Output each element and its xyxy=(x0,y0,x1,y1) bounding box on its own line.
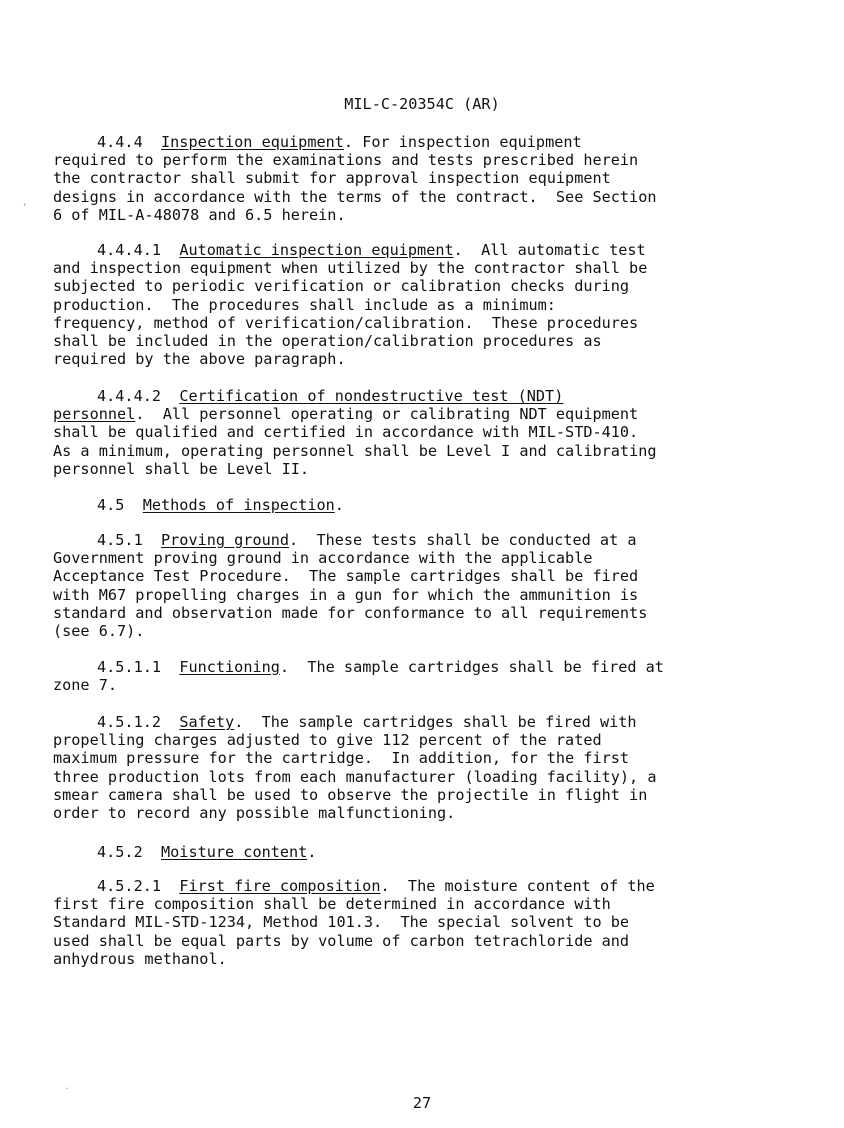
text-line: the contractor shall submit for approval inspection equipment xyxy=(53,169,611,188)
section-number: 4.4.4.1 xyxy=(97,241,162,259)
section-text: . All personnel operating or calibrating NDT equipment xyxy=(135,405,639,424)
section-title: Methods of inspection xyxy=(142,496,335,514)
text-line: maximum pressure for the cartridge. In addition, for the first xyxy=(53,749,630,768)
section-4-4-4: 4.4.4 Inspection equipment. For inspection equipment required to perform the examinations and tests prescribed herein the contractor shall submit for approval inspection equipment designs in accordance with the terms of the contract. See Section 6 of MIL-A-48078 and 6.5 herein. xyxy=(53,133,783,224)
section-4-5-1-1: 4.5.1.1 Functioning. The sample cartridges shall be fired at zone 7. xyxy=(53,658,783,694)
section-text: The sample cartridges shall be fired with xyxy=(243,713,637,731)
text-line: first fire composition shall be determined in accordance with xyxy=(53,895,611,914)
section-text: For inspection equipment xyxy=(353,133,582,151)
text-line: order to record any possible malfunctioning. xyxy=(53,803,456,822)
text-line: Government proving ground in accordance with the applicable xyxy=(53,549,593,568)
section-4-4-4-2 xyxy=(53,387,783,478)
text-line: and inspection equipment when utilized by the contractor shall be xyxy=(53,259,648,278)
text-line: zone 7. xyxy=(53,676,118,695)
section-text: The sample cartridges shall be fired at xyxy=(289,658,664,676)
text-line: shall be qualified and certified in accordance with MIL-STD-410. xyxy=(53,423,639,442)
text-line: three production lots from each manufacturer (loading facility), a xyxy=(53,767,657,786)
text-line: smear camera shall be used to observe the projectile in flight in xyxy=(53,785,648,804)
text-line: used shall be equal parts by volume of carbon tetrachloride and xyxy=(53,931,630,950)
section-title: Functioning xyxy=(179,658,280,676)
section-4-5-1: 4.5.1 Proving ground. These tests shall be conducted at a Government proving ground in accordance with the applicable Acceptance Test Procedure. The sample cartridges shall be fired with M67 propelling charges in a gun for which the ammunition is standard and observation made for conformance to all requirements (see 6.7). xyxy=(53,531,783,640)
section-title: First fire composition xyxy=(179,877,381,895)
text-line: 6 of MIL-A-48078 and 6.5 herein. xyxy=(53,205,346,224)
section-text: The moisture content of the xyxy=(389,877,655,895)
text-line: personnel shall be Level II. xyxy=(53,459,310,478)
section-title: Moisture content xyxy=(161,843,308,861)
text-line: with M67 propelling charges in a gun for which the ammunition is xyxy=(53,585,639,604)
text-line: (see 6.7). xyxy=(53,621,145,640)
section-text: All automatic test xyxy=(462,241,646,259)
text-line: required by the above paragraph. xyxy=(53,350,346,369)
section-title: Proving ground xyxy=(161,531,290,549)
text-line: anhydrous methanol. xyxy=(53,949,227,968)
document-header: MIL-C-20354C (AR) xyxy=(344,95,500,113)
section-title: Automatic inspection equipment xyxy=(179,241,454,259)
section-text: These tests shall be conducted at a xyxy=(298,531,637,549)
section-4-4-4-1: 4.4.4.1 Automatic inspection equipment. All automatic test and inspection equipment when utilized by the contractor shall be subjected to periodic verification or calibration checks during production. The procedures shall include as a minimum: frequency, method of verification/calibration. These procedures shall be included in the operation/calibration procedures as required by the above paragraph. xyxy=(53,241,783,368)
section-number: 4.5.2.1 xyxy=(97,877,162,895)
section-title: Safety xyxy=(179,713,235,731)
text-line: frequency, method of verification/calibration. These procedures xyxy=(53,313,639,332)
section-number: 4.4.4 xyxy=(97,133,143,151)
section-title: Certification of nondestructive test (NDT) xyxy=(179,387,564,405)
section-number: 4.5.2 xyxy=(97,843,143,861)
scan-speck: . xyxy=(64,1082,70,1092)
section-number: 4.5 xyxy=(97,496,125,514)
text-line: subjected to periodic verification or calibration checks during xyxy=(53,277,630,296)
section-4-5-2-1: 4.5.2.1 First fire composition. The moisture content of the first fire composition shall be determined in accordance with Standard MIL-STD-1234, Method 101.3. The special solvent to be used shall be equal parts by volume of carbon tetrachloride and anhydrous methanol. xyxy=(53,877,783,968)
section-number: 4.4.4.2 xyxy=(97,387,162,405)
text-line: Standard MIL-STD-1234, Method 101.3. The special solvent to be xyxy=(53,913,630,932)
page-number: 27 xyxy=(412,1094,432,1112)
text-line: production. The procedures shall include as a minimum: xyxy=(53,295,556,314)
text-line: required to perform the examinations and tests prescribed herein xyxy=(53,151,639,170)
text-line: As a minimum, operating personnel shall be Level I and calibrating xyxy=(53,441,657,460)
scan-speck: , xyxy=(22,198,28,208)
text-line: Acceptance Test Procedure. The sample cartridges shall be fired xyxy=(53,567,639,586)
text-line: standard and observation made for conformance to all requirements xyxy=(53,603,648,622)
section-4-5-1-2: 4.5.1.2 Safety. The sample cartridges shall be fired with propelling charges adjusted to give 112 percent of the rated maximum pressure for the cartridge. In addition, for the first three production lots from each manufacturer (loading facility), a smear camera shall be used to observe the projectile in flight in order to record any possible malfunctioning. xyxy=(53,713,783,822)
section-title: Inspection equipment xyxy=(161,133,344,151)
section-4-5: 4.5 Methods of inspection. xyxy=(97,496,344,514)
section-4-5-2: 4.5.2 Moisture content. xyxy=(97,843,317,861)
section-title-continued: personnel xyxy=(53,405,136,424)
text-line: shall be included in the operation/calibration procedures as xyxy=(53,331,602,350)
section-number: 4.5.1 xyxy=(97,531,143,549)
text-line: propelling charges adjusted to give 112 percent of the rated xyxy=(53,731,602,750)
text-line: designs in accordance with the terms of the contract. See Section xyxy=(53,187,657,206)
section-number: 4.5.1.2 xyxy=(97,713,162,731)
section-number: 4.5.1.1 xyxy=(97,658,162,676)
